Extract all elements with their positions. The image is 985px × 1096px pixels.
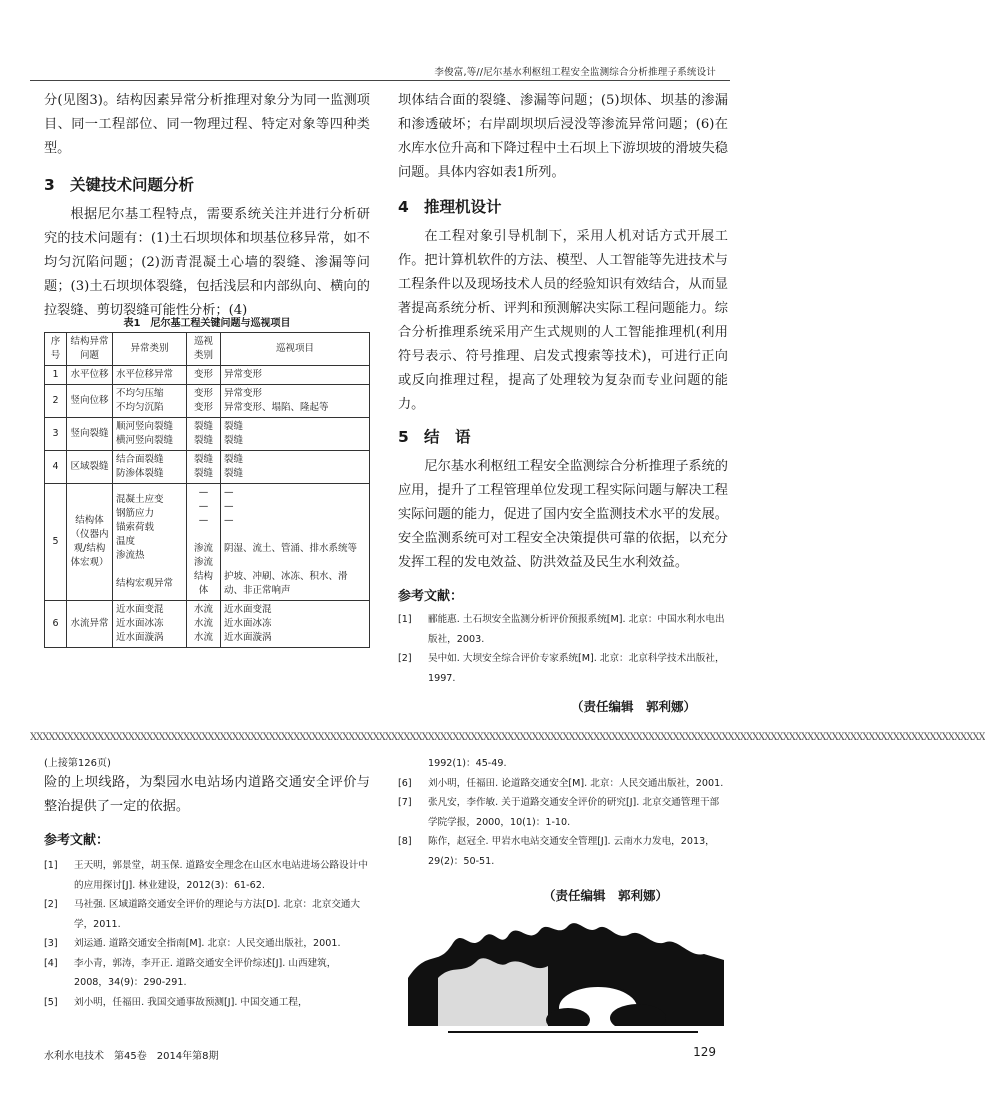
table-cell-line: 钢筋应力 bbox=[116, 508, 155, 519]
reference-item bbox=[44, 895, 370, 934]
responsible-editor: （责任编辑 郭利娜） bbox=[570, 699, 696, 714]
table-cell-line: — bbox=[224, 515, 234, 526]
table-cell-line bbox=[224, 556, 366, 570]
table-row bbox=[45, 366, 370, 385]
table-cell-issue bbox=[67, 418, 113, 451]
table-cell-issue bbox=[67, 366, 113, 385]
section-title: 结 语 bbox=[424, 428, 471, 446]
reference-item bbox=[398, 832, 728, 871]
table-cell-category bbox=[113, 385, 187, 418]
table-cell-type bbox=[187, 484, 221, 601]
table-header-cell: 异常类别 bbox=[113, 333, 187, 366]
table-cell-line: 6 bbox=[52, 618, 59, 629]
table-cell-line: 裂缝 bbox=[193, 454, 213, 465]
table-row bbox=[45, 418, 370, 451]
table-cell-line: 5 bbox=[52, 536, 59, 547]
table-cell-line: 近水面冰冻 bbox=[116, 618, 164, 629]
reference-text: 刘小明，任福田. 论道路交通安全[M]. 北京：人民交通出版社，2001. bbox=[428, 777, 724, 789]
reference-number: [1] bbox=[398, 614, 412, 625]
reference-number: [3] bbox=[44, 938, 58, 949]
table-cell-no bbox=[45, 484, 67, 601]
header-rule bbox=[30, 80, 730, 81]
table-cell-line: 不均匀沉陷 bbox=[116, 402, 164, 413]
table-header-cell: 序号 bbox=[45, 333, 67, 366]
table-cell-line: 结构宏观异常 bbox=[116, 578, 174, 589]
section-3-heading bbox=[44, 173, 370, 195]
table-cell-line: 竖向位移 bbox=[70, 395, 109, 406]
table-cell-issue bbox=[67, 385, 113, 418]
table-cell-line: 裂缝 bbox=[224, 421, 244, 432]
responsible-editor: （责任编辑 郭利娜） bbox=[542, 888, 668, 903]
table-cell-line: 渗流 bbox=[193, 557, 213, 568]
table-cell-item bbox=[221, 601, 370, 648]
reference-item bbox=[398, 610, 728, 649]
table-cell-line: 水流 bbox=[193, 618, 213, 629]
table-cell-issue bbox=[67, 601, 113, 648]
table-cell-type bbox=[187, 385, 221, 418]
reference-number: [7] bbox=[398, 797, 412, 808]
table-cell-line: 异常变形 bbox=[224, 388, 263, 399]
table-cell-line: 水流 bbox=[193, 604, 213, 615]
table-cell-line: 裂缝 bbox=[224, 435, 244, 446]
table-cell-line: 裂缝 bbox=[193, 468, 213, 479]
table-cell-line: 变形 bbox=[193, 369, 213, 380]
table-header-cell: 巡视项目 bbox=[221, 333, 370, 366]
table-cell-line: 护坡、冲刷、冰冻、积水、滑动、非正常响声 bbox=[224, 571, 348, 596]
table-cell-line: 横河竖向裂缝 bbox=[116, 435, 174, 446]
reference-item bbox=[44, 954, 370, 993]
reference-text: 李小青，郭涛，李开正. 道路交通安全评价综述[J]. 山西建筑，2008，34(9)：290-291. bbox=[74, 957, 337, 988]
paragraph: 分(见图3)。结构因素异常分析推理对象分为同一监测项目、同一工程部位、同一物理过程、特定对象等四种类型。 bbox=[44, 93, 370, 156]
reference-number: [2] bbox=[398, 653, 412, 664]
table-cell-line: — bbox=[198, 501, 209, 512]
table-cell-line: 水流 bbox=[193, 632, 213, 643]
reference-list bbox=[44, 856, 370, 1012]
table-cell-line: 渗流热 bbox=[116, 550, 145, 561]
table-row bbox=[45, 601, 370, 648]
table-cell-type bbox=[187, 451, 221, 484]
reference-item bbox=[44, 993, 370, 1013]
continued-note: (上接第126页) bbox=[44, 758, 111, 769]
section-title: 推理机设计 bbox=[424, 198, 502, 216]
table-cell-category bbox=[113, 601, 187, 648]
table-cell-line: 近水面冰冻 bbox=[224, 618, 272, 629]
table-cell-line: 区域裂缝 bbox=[70, 461, 109, 472]
reference-number: [8] bbox=[398, 836, 412, 847]
table-cell-line: 异常变形 bbox=[224, 369, 263, 380]
reference-continuation bbox=[398, 754, 728, 774]
reference-text: 吴中如. 大坝安全综合评价专家系统[M]. 北京：北京科学技术出版社，1997. bbox=[428, 653, 725, 684]
table-header-cell: 巡视类别 bbox=[187, 333, 221, 366]
section-4-heading bbox=[398, 195, 728, 217]
reference-number: [4] bbox=[44, 957, 58, 969]
table-cell-category bbox=[113, 484, 187, 601]
table-cell-line: 4 bbox=[52, 461, 59, 472]
table-cell-no bbox=[45, 601, 67, 648]
table-header-cell: 结构异常问题 bbox=[67, 333, 113, 366]
table-cell-line: 近水面变混 bbox=[224, 604, 272, 615]
reference-item bbox=[398, 774, 728, 794]
table-cell-line: 3 bbox=[52, 428, 59, 439]
table-cell-line: 裂缝 bbox=[224, 454, 244, 465]
table-cell-line: 防渗体裂缝 bbox=[116, 468, 164, 479]
reference-text: 1992(1)：45-49. bbox=[428, 758, 507, 769]
table-cell-line: 温度 bbox=[116, 536, 136, 547]
table-cell-line: 水平位移异常 bbox=[116, 369, 174, 380]
table-cell-type bbox=[187, 601, 221, 648]
paragraph: 根据尼尔基工程特点，需要系统关注并进行分析研究的技术问题有：(1)土石坝坝体和坝基位移异常，如不均匀沉陷问题；(2)沥青混凝土心墙的裂缝、渗漏等问题；(3)土石坝坝体裂缝，包括浅层和内部纵向、横向的拉裂缝、剪切裂缝可能性分析；(4) bbox=[44, 207, 370, 318]
table-cell-line: 1 bbox=[52, 369, 59, 380]
references-heading: 参考文献： bbox=[44, 833, 110, 848]
reference-number: [5] bbox=[44, 996, 58, 1008]
reference-text: 陈作，赵冠全. 甲岩水电站交通安全管理[J]. 云南水力发电，2013，29(2)：50-51. bbox=[428, 836, 715, 867]
table-cell-line: 混凝土应变 bbox=[116, 494, 164, 505]
section-number: 3 bbox=[44, 176, 55, 194]
table-cell-line: 2 bbox=[52, 395, 59, 406]
table-cell-line: 不均匀压缩 bbox=[116, 388, 164, 399]
journal-footer: 水利水电技术 第45卷 2014年第8期 bbox=[44, 1051, 219, 1062]
table-cell-line: 近水面变混 bbox=[116, 604, 164, 615]
table-cell-line: — bbox=[224, 487, 234, 498]
right-column-bottom bbox=[398, 754, 728, 871]
table-cell-line bbox=[224, 528, 366, 542]
paragraph: 在工程对象引导机制下，采用人机对话方式开展工作。把计算机软件的方法、模型、人工智能等先进技术与工程条件以及现场技术人员的经验知识有效结合，从而显著提高系统分析、评判和预测解决实际工程问题能力。综合分析推理系统采用产生式规则的人工智能推理机(利用符号表示、符号推理、启发式搜索等技术)，可进行正向或反向推理过程，提高了处理较为复杂而专业问题的能力。 bbox=[398, 229, 728, 412]
table-cell-no bbox=[45, 451, 67, 484]
table-cell-line: 近水面漩涡 bbox=[116, 632, 164, 643]
landscape-illustration bbox=[408, 908, 724, 1040]
table-cell-no bbox=[45, 366, 67, 385]
table-cell-issue bbox=[67, 484, 113, 601]
reference-text: 刘小明，任福田. 我国交通事故预测[J]. 中国交通工程， bbox=[74, 996, 308, 1008]
table-cell-line bbox=[116, 563, 183, 577]
reference-number: [6] bbox=[398, 777, 412, 789]
table-cell-item bbox=[221, 366, 370, 385]
section-5-heading bbox=[398, 425, 728, 447]
table-cell-item bbox=[221, 451, 370, 484]
table-cell-line: 顺河竖向裂缝 bbox=[116, 421, 174, 432]
paragraph: 险的上坝线路，为梨园水电站场内道路交通安全评价与整治提供了一定的依据。 bbox=[44, 775, 370, 814]
section-number: 5 bbox=[398, 428, 409, 446]
table-cell-line: 渗流 bbox=[193, 543, 213, 554]
paragraph: 尼尔基水利枢纽工程安全监测综合分析推理子系统的应用，提升了工程管理单位发现工程实际问题与解决工程实际问题的能力，促进了国内安全监测技术水平的发展。安全监测系统可对工程安全决策提供可靠的依据，以充分发挥工程的发电效益、防洪效益及民生水利效益。 bbox=[398, 459, 728, 570]
table-cell-line: 变形 bbox=[193, 402, 213, 413]
table-cell-line: 裂缝 bbox=[224, 468, 244, 479]
table-cell-line: 水流异常 bbox=[70, 618, 109, 629]
table-cell-line bbox=[190, 528, 217, 542]
section-title: 关键技术问题分析 bbox=[70, 176, 195, 194]
table-cell-line: 异常变形、塌陷、隆起等 bbox=[224, 402, 329, 413]
references-heading: 参考文献： bbox=[398, 589, 464, 604]
reference-list bbox=[398, 610, 728, 688]
reference-item bbox=[44, 934, 370, 954]
table-cell-line: 结构体 bbox=[193, 571, 213, 596]
paragraph: 坝体结合面的裂缝、渗漏等问题；(5)坝体、坝基的渗漏和渗透破坏；右岸副坝坝后浸没等渗流异常问题；(6)在水库水位升高和下降过程中土石坝上下游坝坡的滑坡失稳问题。具体内容如表1所列。 bbox=[398, 93, 728, 180]
reference-item bbox=[44, 856, 370, 895]
reference-text: 王天明，郭景堂，胡玉保. 道路安全理念在山区水电站进场公路设计中的应用探讨[J]. 林业建设，2012(3)：61-62. bbox=[74, 860, 368, 891]
page-number: 129 bbox=[693, 1045, 716, 1059]
table-cell-line: 锚索荷载 bbox=[116, 522, 155, 533]
table-cell-line: 结构体（仪器内观/结构体宏观） bbox=[70, 515, 109, 568]
table-cell-item bbox=[221, 418, 370, 451]
table-header-row bbox=[45, 333, 370, 366]
table-row bbox=[45, 385, 370, 418]
table-cell-line: — bbox=[198, 515, 209, 526]
table-cell-line: 近水面漩涡 bbox=[224, 632, 272, 643]
table-cell-item bbox=[221, 484, 370, 601]
table-row bbox=[45, 451, 370, 484]
issues-table bbox=[44, 332, 370, 648]
table-cell-line: 裂缝 bbox=[193, 435, 213, 446]
table-cell-line: 变形 bbox=[193, 388, 213, 399]
table-cell-line: — bbox=[198, 487, 209, 498]
section-number: 4 bbox=[398, 198, 409, 216]
reference-text: 马社强. 区域道路交通安全评价的理论与方法[D]. 北京：北京交通大学，2011. bbox=[74, 899, 361, 930]
table-row bbox=[45, 484, 370, 601]
table-cell-line: 水平位移 bbox=[70, 369, 109, 380]
reference-number: [2] bbox=[44, 899, 58, 910]
table-cell-no bbox=[45, 385, 67, 418]
table-cell-line: 竖向裂缝 bbox=[70, 428, 109, 439]
reference-number: [1] bbox=[44, 860, 58, 871]
section-divider: XXXXXXXXXXXXXXXXXXXXXXXXXXXXXXXXXXXXXXXXXXXXXXXXXXXXXXXXXXXXXXXXXXXXXXXXXXXXXXXXXXXXXXXXXXXXXXXXXXXXXXXXXXXXXXXXXXXXXXXXXXXXXXXXXXXXXXXXXXXXXXXXXXXXXXXXXXXX bbox=[30, 732, 985, 743]
right-column-top bbox=[398, 89, 728, 688]
reference-text: 郦能惠. 土石坝安全监测分析评价预报系统[M]. 北京：中国水利水电出版社，2003. bbox=[428, 614, 725, 645]
table-cell-line: — bbox=[224, 501, 234, 512]
table-cell-line: 阴湿、流土、管涌、排水系统等 bbox=[224, 543, 358, 554]
table-cell-category bbox=[113, 418, 187, 451]
reference-item bbox=[398, 649, 728, 688]
reference-text: 张凡安，李作敏. 关于道路交通安全评价的研究[J]. 北京交通管理干部学院学报，2000，10(1)：1-10. bbox=[428, 797, 720, 828]
table-cell-no bbox=[45, 418, 67, 451]
left-column-bottom bbox=[44, 754, 370, 1012]
table-title: 表1 尼尔基工程关键问题与巡视项目 bbox=[123, 318, 291, 329]
reference-item bbox=[398, 793, 728, 832]
table-cell-item bbox=[221, 385, 370, 418]
table-cell-type bbox=[187, 418, 221, 451]
table-cell-line: 裂缝 bbox=[193, 421, 213, 432]
table-cell-type bbox=[187, 366, 221, 385]
table-cell-category bbox=[113, 366, 187, 385]
reference-list bbox=[398, 754, 728, 871]
left-column-top bbox=[44, 89, 370, 323]
reference-text: 刘运通. 道路交通安全指南[M]. 北京：人民交通出版社，2001. bbox=[74, 938, 341, 949]
running-header: 李俊富,等//尼尔基水利枢纽工程安全监测综合分析推理子系统设计 bbox=[434, 67, 716, 78]
table-cell-category bbox=[113, 451, 187, 484]
table-cell-issue bbox=[67, 451, 113, 484]
table-cell-line: 结合面裂缝 bbox=[116, 454, 164, 465]
